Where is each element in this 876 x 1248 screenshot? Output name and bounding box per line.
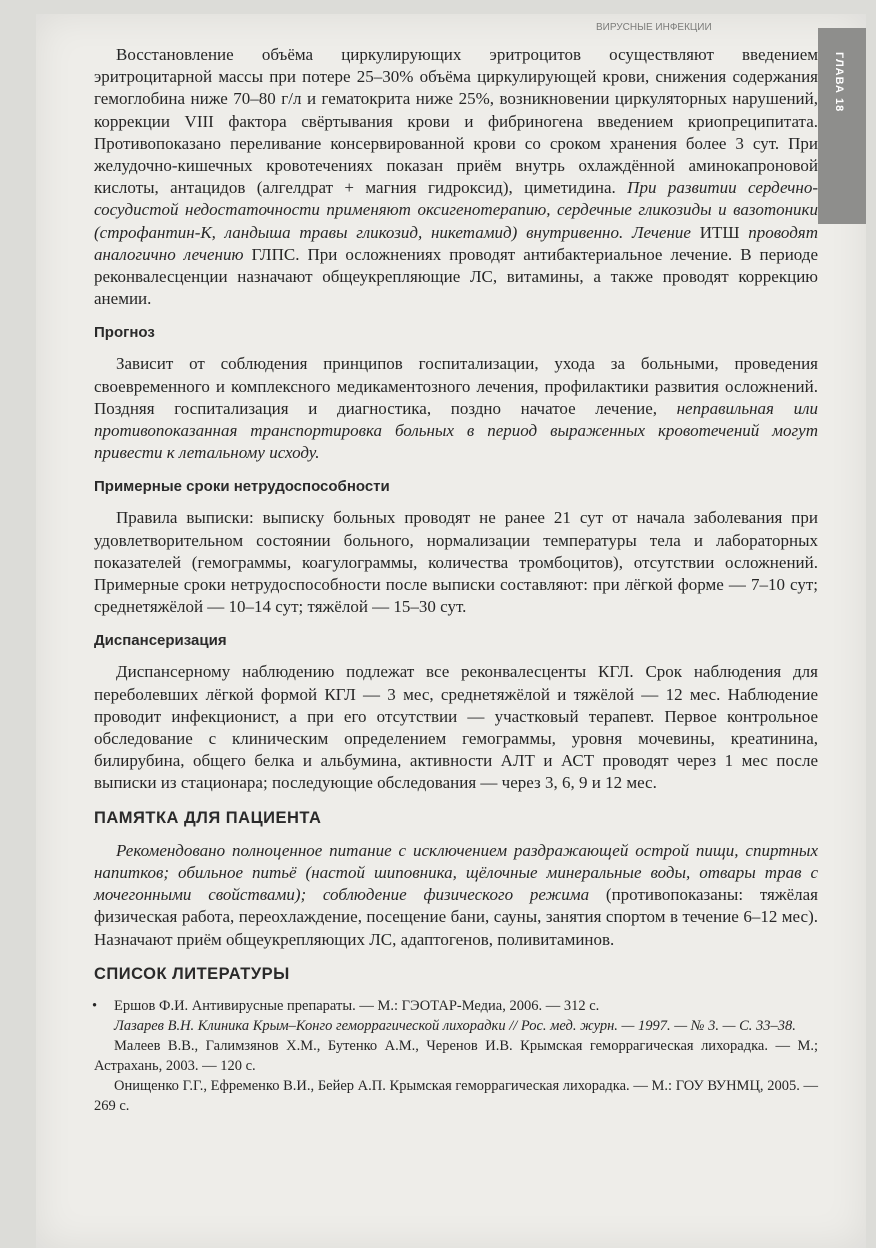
reference-item (94, 996, 818, 1016)
references-list (94, 996, 818, 1116)
prognosis-text-italic: неправильная или противопоказанная транспортировка больных в период выраженных кровотечений могут привести к летальному исходу. (94, 398, 818, 463)
dispensary-heading: Диспансеризация (94, 632, 227, 650)
reference-text: Онищенко Г.Г., Ефременко В.И., Бейер А.П. Крымская геморрагическая лихорадка. — М.: ГОУ ВУНМЦ, 2005. — 269 с. (94, 1077, 818, 1114)
reference-item (94, 1016, 818, 1036)
intro-paragraph (94, 44, 818, 310)
prognosis-paragraph (94, 353, 818, 464)
chapter-side-tab (818, 28, 866, 224)
reference-text: Ершов Ф.И. Антивирусные препараты. — М.: ГЭОТАР-Медиа, 2006. — 312 с. (114, 997, 600, 1014)
running-head: ВИРУСНЫЕ ИНФЕКЦИИ (596, 22, 712, 33)
patient-memo-heading: ПАМЯТКА ДЛЯ ПАЦИЕНТА (94, 808, 322, 827)
prognosis-heading: Прогноз (94, 324, 155, 342)
disability-paragraph: Правила выписки: выписку больных проводят не ранее 21 сут от начала заболевания при удовлетворительном состоянии больного, нормализации температуры тела и лабораторных показателей (гемограммы, коагулограммы, количества тромбоцитов), отсутствии осложнений. Примерные сроки нетрудоспособности после выписки составляют: при лёгкой форме — 7–10 сут; среднетяжёлой — 10–14 сут; тяжёлой — 15–30 сут. (94, 508, 818, 617)
chapter-side-tab-label: ГЛАВА 18 (833, 52, 845, 113)
intro-text-end: ГЛПС. При осложнениях проводят антибактериальное лечение. В периоде реконвалесценции назначают общеукрепляющие ЛС, витамины, а также проводят коррекцию анемии. (94, 244, 818, 309)
reference-text: Лазарев В.Н. Клиника Крым–Конго геморрагической лихорадки // Рос. мед. журн. — 1997. — № 3. — С. 33–38. (114, 1017, 796, 1034)
reference-text: Малеев В.В., Галимзянов Х.М., Бутенко А.М., Черенов И.В. Крымская геморрагическая лихорадка. — М.; Астрахань, 2003. — 120 с. (94, 1037, 818, 1074)
patient-memo-paragraph (94, 840, 818, 951)
intro-text-italic: При развитии сердечно-сосудистой недостаточности применяют оксигенотерапию, сердечные гликозиды и вазотоники (строфантин-К, ландыша травы гликозид, никетамид) внутривенно. Лечение (94, 178, 818, 242)
disability-heading: Примерные сроки нетрудоспособности (94, 478, 390, 496)
dispensary-paragraph: Диспансерному наблюдению подлежат все реконвалесценты КГЛ. Срок наблюдения для переболевших лёгкой формой КГЛ — 3 мес, среднетяжёлой и тяжёлой — 12 мес. Наблюдение проводит инфекционист, а при его отсутствии — участковый терапевт. Первое контрольное обследование с клиническим определением гемограммы, уровня мочевины, креатинина, билирубина, общего белка и альбумина, активности АЛТ и АСТ проводят через 1 мес после выписки из стационара; последующие обследования — через 3, 6, 9 и 12 мес. (94, 662, 818, 793)
patient-memo-text-plain: (противопоказаны: тяжёлая физическая работа, переохлаждение, посещение бани, сауны, занятия спортом в течение 6–12 мес). Назначают приём общеукрепляющих ЛС, адаптогенов, поливитаминов. (94, 885, 818, 949)
intro-text-italic-2: проводят аналогично лечению (94, 222, 818, 264)
reference-item (94, 1036, 818, 1076)
book-page (36, 14, 866, 1248)
patient-memo-text-italic: Рекомендовано полноценное питание с исключением раздражающей острой пищи, спиртных напитков; обильное питьё (настой шиповника, щёлочные минеральные воды, отвары трав с мочегонными свойствами); соблюдение физического режима (94, 840, 818, 905)
references-heading: СПИСОК ЛИТЕРАТУРЫ (94, 964, 290, 983)
prognosis-text-plain: Зависит от соблюдения принципов госпитализации, ухода за больными, проведения своевременного и комплексного медикаментозного лечения, профилактики развития осложнений. Поздняя госпитализация и диагностика, поздно начатое лечение, (94, 354, 818, 418)
intro-text-itsh: ИТШ (699, 222, 749, 242)
page-content (94, 44, 818, 1116)
reference-item (94, 1076, 818, 1116)
bullet-icon: • (92, 997, 98, 1014)
intro-text-plain: Восстановление объёма циркулирующих эритроцитов осуществляют введением эритроцитарной массы при потере 25–30% объёма циркулирующей крови, снижения содержания гемоглобина ниже 70–80 г/л и гематокрита ниже 25%, возникновении циркуляторных нарушений, коррекции VIII фактора свёртывания крови и фибриногена введением криопреципитата. Противопоказано переливание консервированной крови со сроком хранения более 3 сут. При желудочно-кишечных кровотечениях показан приём внутрь охлаждённой аминокапроновой кислоты, антацидов (алгелдрат + магния гидроксид), циметидина. (94, 45, 818, 198)
